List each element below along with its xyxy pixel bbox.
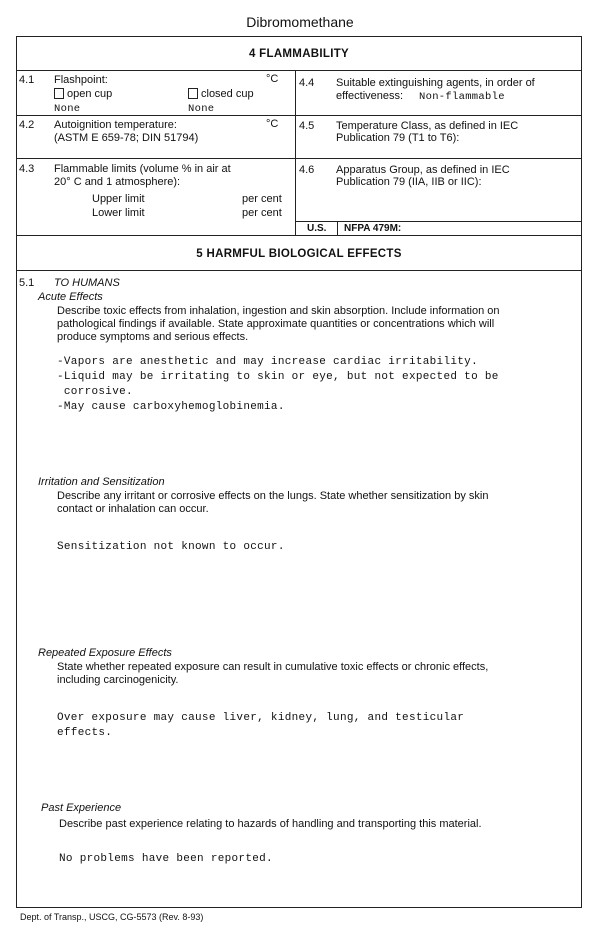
percent-label: per cent (242, 193, 282, 205)
repeated-exposure-description: State whether repeated exposure can result in cumulative toxic effects or chronic effects, (57, 661, 489, 673)
item-number: 4.2 (19, 119, 35, 131)
repeated-exposure-description: including carcinogenicity. (57, 674, 179, 686)
repeated-exposure-value: Over exposure may cause liver, kidney, lung, and testicular (57, 712, 465, 724)
to-humans-heading: TO HUMANS (54, 277, 120, 289)
section-5-heading: 5 HARMFUL BIOLOGICAL EFFECTS (196, 248, 402, 260)
column-divider (295, 70, 296, 235)
item-number: 4.6 (299, 164, 315, 176)
open-cup-label: open cup (67, 88, 113, 100)
autoignition-label: Autoignition temperature: (54, 119, 177, 131)
item-number: 5.1 (19, 277, 35, 289)
item-number: 4.3 (19, 163, 35, 175)
extinguishing-label: effectiveness: (336, 90, 404, 102)
item-number: 4.1 (19, 74, 35, 86)
temp-class-label: Publication 79 (T1 to T6): (336, 132, 460, 144)
column-divider (337, 221, 338, 235)
acute-effects-line: corrosive. (57, 386, 133, 398)
temp-class-label: Temperature Class, as defined in IEC (336, 120, 519, 132)
acute-effects-line: -May cause carboxyhemoglobinemia. (57, 401, 285, 413)
acute-effects-description: pathological findings if available. State approximate quantities or concentrations which will (57, 318, 495, 330)
acute-effects-description: Describe toxic effects from inhalation, ingestion and skin absorption. Include information on (57, 305, 500, 317)
past-experience-description: Describe past experience relating to hazards of handling and transporting this material. (59, 818, 482, 830)
irritation-description: contact or inhalation can occur. (57, 503, 209, 515)
divider (16, 70, 582, 71)
section-4-heading: 4 FLAMMABILITY (248, 48, 350, 60)
divider (16, 115, 582, 116)
past-experience-heading: Past Experience (41, 802, 122, 814)
apparatus-group-label: Apparatus Group, as defined in IEC (336, 164, 510, 176)
repeated-exposure-heading: Repeated Exposure Effects (38, 647, 172, 659)
us-label: U.S. (307, 223, 327, 234)
divider (295, 221, 582, 222)
upper-limit-label: Upper limit (92, 193, 145, 205)
closed-cup-checkbox[interactable] (188, 88, 198, 99)
flammable-limits-label: Flammable limits (volume % in air at (54, 163, 231, 175)
unit-label: °C (266, 73, 279, 85)
open-cup-checkbox[interactable] (54, 88, 64, 99)
open-cup-value: None (54, 103, 81, 115)
extinguishing-value: Non-flammable (419, 91, 505, 103)
extinguishing-label: Suitable extinguishing agents, in order of (336, 77, 535, 89)
percent-label: per cent (242, 207, 282, 219)
unit-label: °C (266, 118, 279, 130)
acute-effects-line: -Vapors are anesthetic and may increase cardiac irritability. (57, 356, 478, 368)
closed-cup-option[interactable] (188, 88, 254, 100)
page-title: Dibromomethane (246, 14, 354, 30)
closed-cup-value: None (188, 103, 215, 115)
item-number: 4.4 (299, 77, 315, 89)
irritation-value: Sensitization not known to occur. (57, 541, 285, 553)
acute-effects-line: -Liquid may be irritating to skin or eye, but not expected to be (57, 371, 499, 383)
autoignition-ref: (ASTM E 659-78; DIN 51794) (54, 132, 199, 144)
divider (16, 235, 582, 236)
irritation-heading: Irritation and Sensitization (38, 476, 165, 488)
flashpoint-label: Flashpoint: (54, 74, 108, 86)
acute-effects-description: produce symptoms and serious effects. (57, 331, 249, 343)
divider (16, 270, 582, 271)
irritation-description: Describe any irritant or corrosive effects on the lungs. State whether sensitization by skin (57, 490, 489, 502)
open-cup-option[interactable] (54, 88, 112, 100)
closed-cup-label: closed cup (201, 88, 254, 100)
past-experience-value: No problems have been reported. (59, 853, 273, 865)
repeated-exposure-value: effects. (57, 727, 113, 739)
item-number: 4.5 (299, 120, 315, 132)
divider (16, 158, 582, 159)
flammable-limits-label: 20° C and 1 atmosphere): (54, 176, 181, 188)
footer-form-id: Dept. of Transp., USCG, CG-5573 (Rev. 8-93) (20, 912, 204, 922)
acute-effects-heading: Acute Effects (38, 291, 103, 303)
lower-limit-label: Lower limit (92, 207, 145, 219)
nfpa-label: NFPA 479M: (344, 223, 402, 234)
apparatus-group-label: Publication 79 (IIA, IIB or IIC): (336, 176, 482, 188)
